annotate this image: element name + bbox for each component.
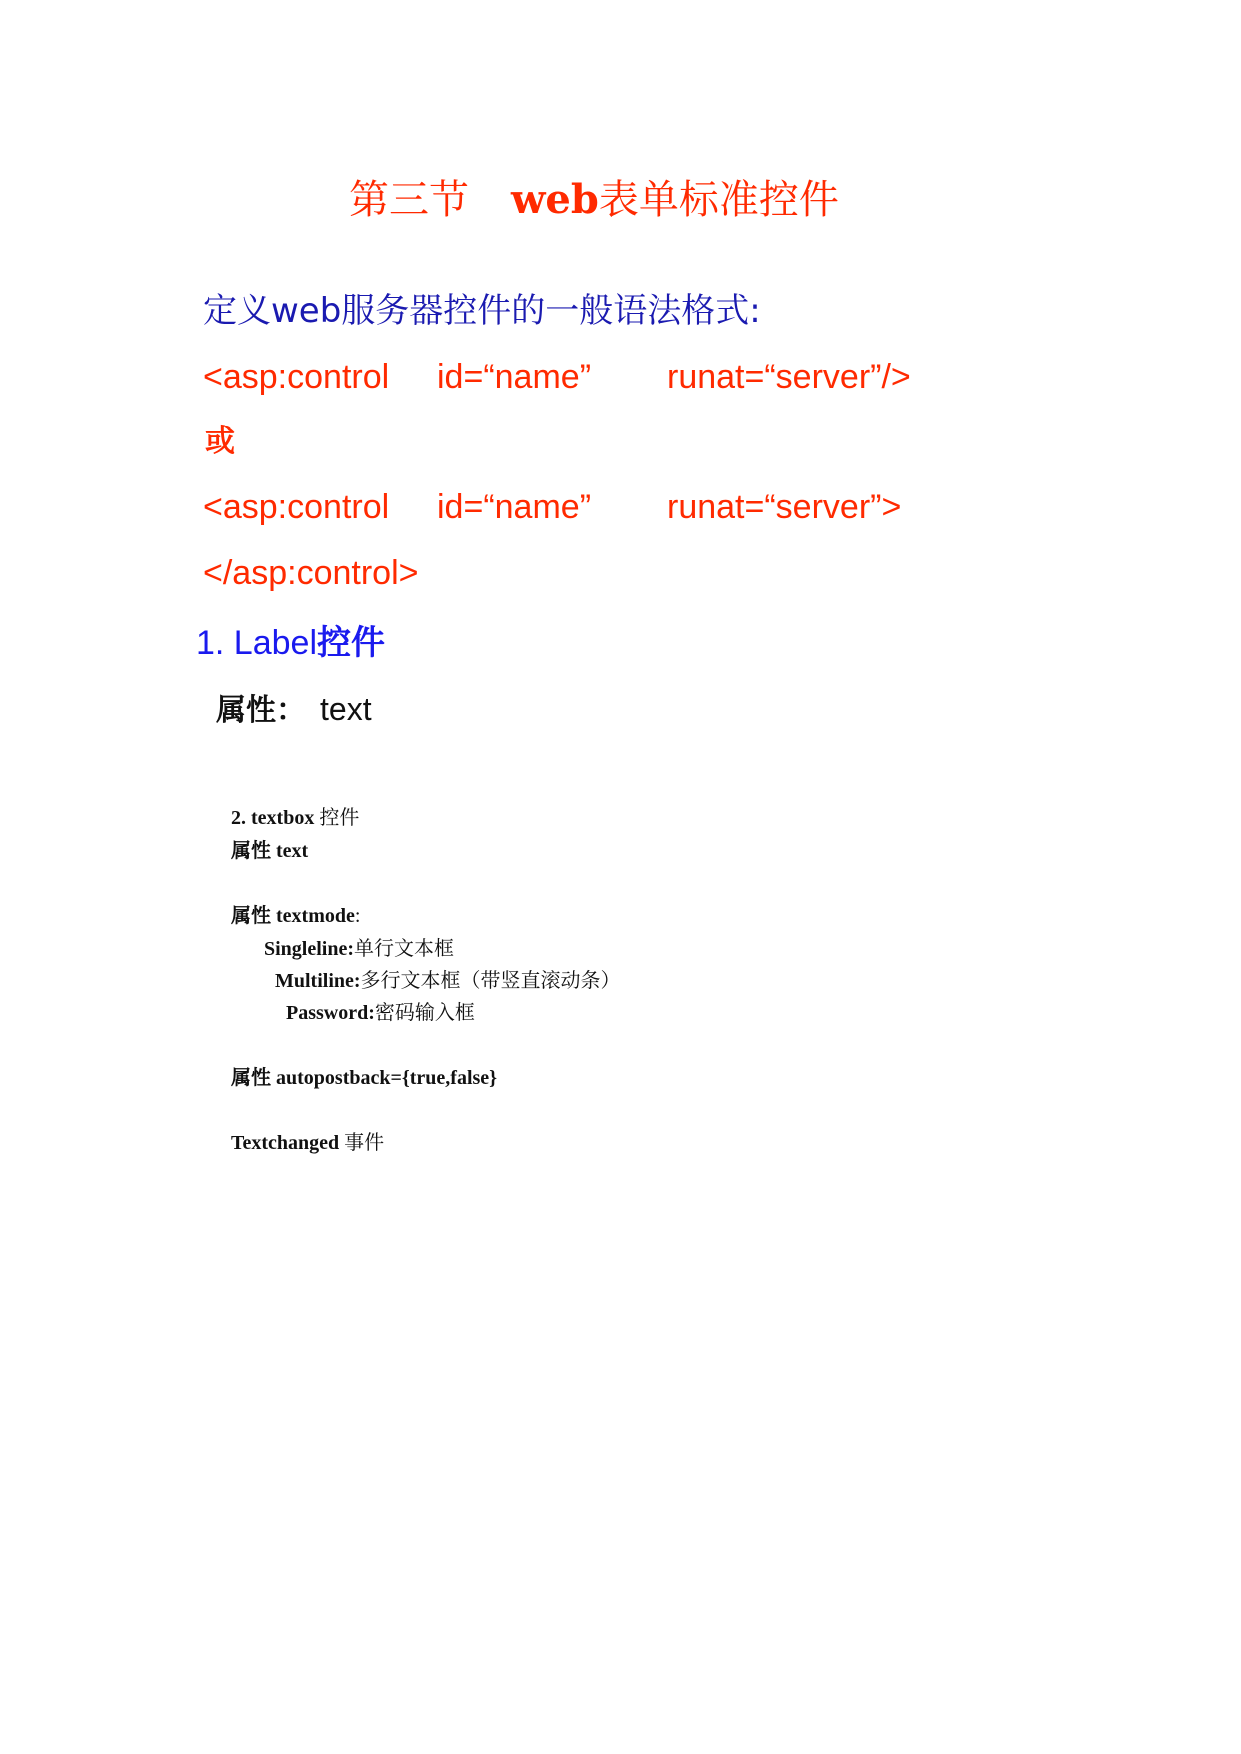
textmode-option-desc: 单行文本框 xyxy=(354,938,455,960)
event-rest: 事件 xyxy=(339,1132,385,1154)
textmode-option-name: Password: xyxy=(286,1002,375,1024)
syntax-definition: 定义web服务器控件的一般语法格式: xyxy=(203,291,761,331)
textmode-option-password xyxy=(286,1000,475,1026)
syntax-or: 或 xyxy=(205,424,235,459)
syntax-line-1-part-1: <asp:control xyxy=(203,358,390,396)
textmode-option-desc: 多行文本框（带竖直滚动条） xyxy=(360,970,621,992)
syntax-line-1 xyxy=(203,356,911,398)
textmode-option-multiline xyxy=(275,968,621,994)
label-property-value: text xyxy=(320,691,372,727)
textmode-bold: textmode xyxy=(271,905,355,927)
title-web: web xyxy=(511,176,599,223)
syntax-line-1-part-2: id=“name” xyxy=(437,358,592,396)
syntax-line-2-part-1: <asp:control xyxy=(203,488,390,526)
title-prefix: 第三节 xyxy=(349,177,469,223)
textmode-option-singleline xyxy=(264,936,454,962)
textbox-heading-bold: 2. textbox xyxy=(231,807,315,829)
title-suffix: 表单标准控件 xyxy=(598,177,839,223)
syntax-line-2 xyxy=(203,486,901,528)
textbox-prop-autopostback xyxy=(231,1065,497,1091)
syntax-line-3: </asp:control> xyxy=(203,554,419,592)
textmode-option-name: Multiline: xyxy=(275,970,361,992)
textbox-event-line xyxy=(231,1130,384,1156)
autopostback-value: autopostback={true,false} xyxy=(271,1067,498,1089)
textbox-prop-text-value: text xyxy=(271,840,309,862)
page-title xyxy=(349,176,839,224)
textbox-prop-textmode xyxy=(231,903,360,929)
textmode-prefix: 属性 xyxy=(231,905,271,927)
textbox-prop-text-prefix: 属性 xyxy=(231,840,271,862)
textmode-suffix: : xyxy=(354,905,361,927)
label-heading-cjk: 控件 xyxy=(317,623,385,663)
textbox-prop-text xyxy=(231,838,308,864)
label-heading-number: 1. Label xyxy=(196,624,317,662)
textmode-option-desc: 密码输入框 xyxy=(374,1002,475,1024)
textbox-heading xyxy=(231,805,359,831)
textmode-option-name: Singleline: xyxy=(264,938,355,960)
autopostback-prefix: 属性 xyxy=(231,1067,271,1089)
textbox-heading-rest: 控件 xyxy=(314,807,360,829)
event-bold: Textchanged xyxy=(231,1132,340,1154)
label-property-label: 属性： xyxy=(216,693,306,728)
syntax-line-2-part-2: id=“name” xyxy=(437,488,592,526)
label-control-heading xyxy=(196,622,385,664)
syntax-line-1-part-3: runat=“server”/> xyxy=(667,358,911,396)
label-property-line xyxy=(216,688,372,732)
syntax-line-2-part-3: runat=“server”> xyxy=(667,488,902,526)
